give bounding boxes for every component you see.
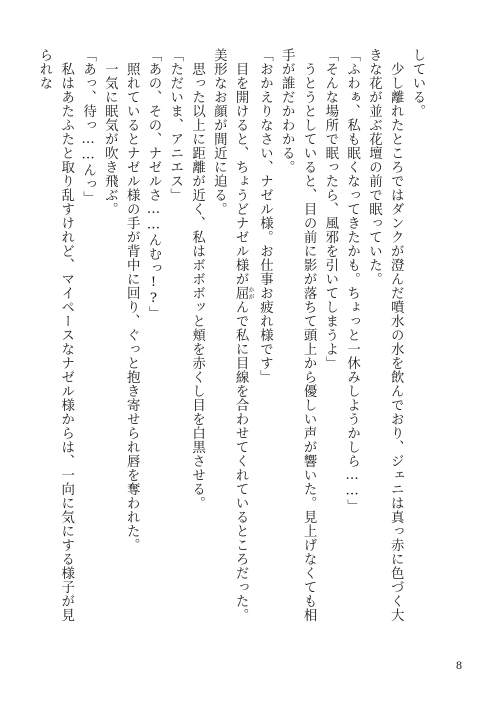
paragraph: 私はあたふたと取り乱すけれど、マイペースなナゼル様からは、一向に気にする様子が見られな: [36, 48, 74, 622]
paragraph: うとうとしていると、目の前に影が落ちて頭上から優しい声が響いた。見上げなくても相手が誰だかわかる。: [279, 48, 317, 622]
paragraph: 少し離れたところではダンクが澄んだ噴水の水を飲んでおり、ジェニは真っ赤に色づく大きな花が並ぶ花壇の前で眠っていた。: [366, 48, 404, 622]
paragraph: 「ただいま、アニエス」: [167, 48, 183, 202]
paragraph: 「あの、その、ナゼルさ……んむっ!?」: [145, 48, 161, 321]
page-number: 8: [456, 658, 462, 672]
paragraph: 「あっ、待っ……んっ」: [80, 48, 96, 206]
paragraph: 「ふわぁ、私も眠くなってきたかも。ちょっと一休みしようかしら……」: [344, 48, 360, 514]
paragraph: 一気に眠気が吹き飛ぶ。: [102, 48, 118, 216]
paragraph: 「そんな場所で眠ったら、風邪を引いてしまうよ」: [322, 48, 338, 370]
paragraph: 思った以上に距離が近く、私はボボボッと頬を赤くし目を白黒させる。: [189, 48, 205, 510]
paragraph: 「おかえりなさい、ナゼル様。お仕事お疲れ様です」: [257, 48, 273, 384]
ruby-annotation: 屈 かが: [233, 286, 255, 300]
vertical-text-body: [36, 48, 428, 630]
paragraph-with-ruby: 目を開けると、ちょうどナゼル様が屈 かがんで私に目線を合わせてくれているところだった。美形なお顔が間近に迫る。: [211, 48, 255, 622]
paragraph: 照れているとナゼル様の手が背中に回り、ぐっと抱き寄せられ唇を奪われた。: [124, 48, 140, 552]
paragraph: している。: [410, 48, 425, 118]
